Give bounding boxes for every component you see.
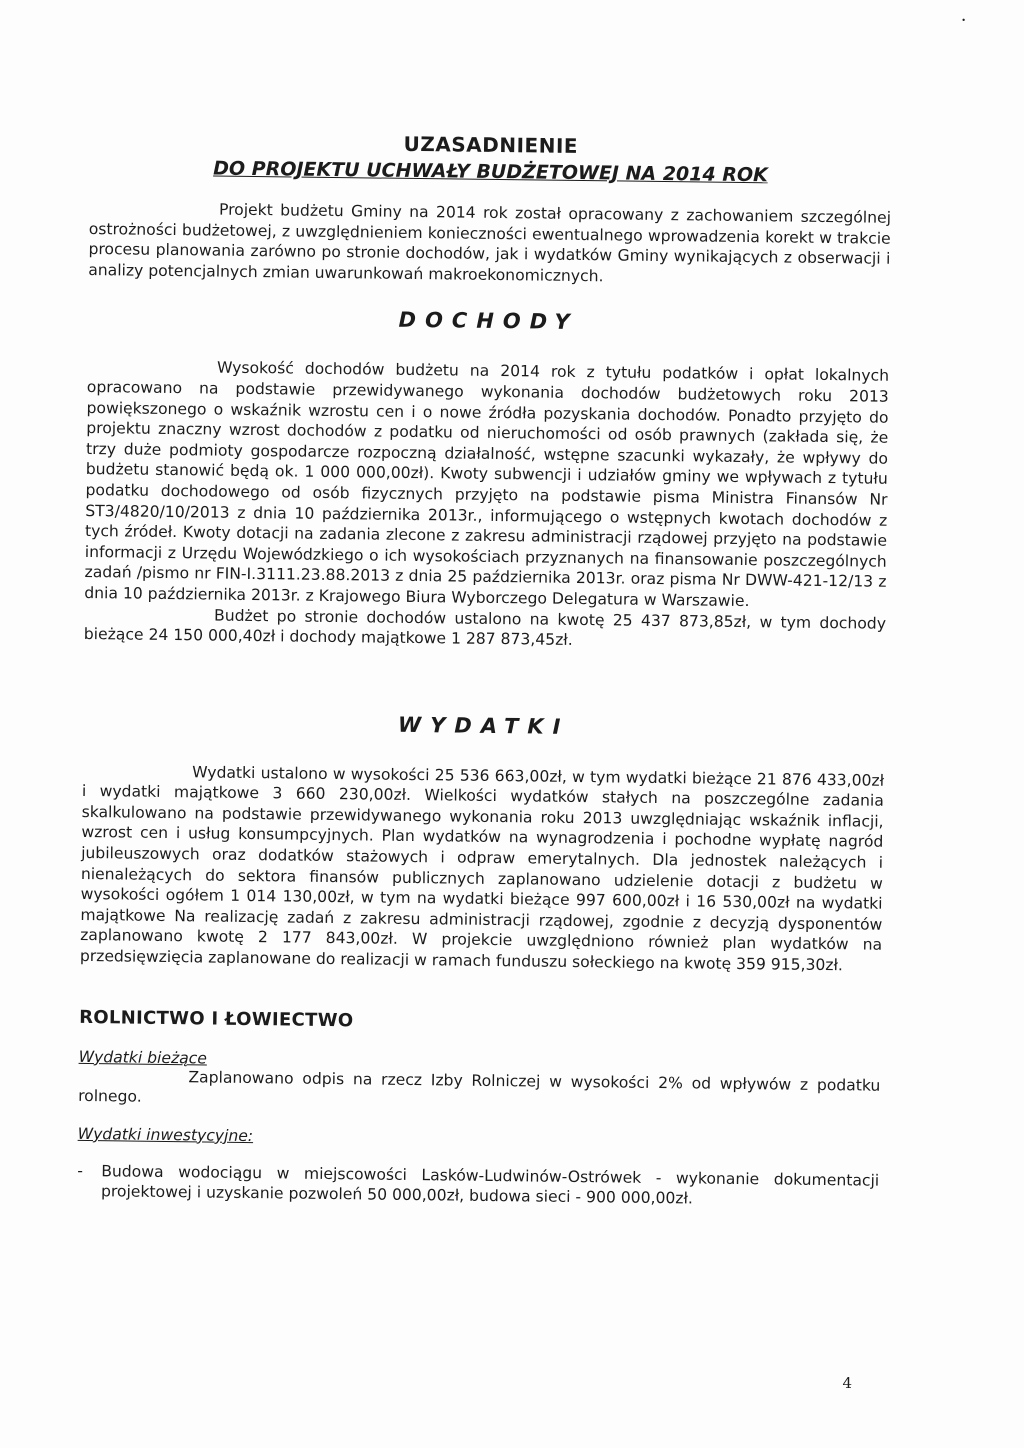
document-subtitle: DO PROJEKTU UCHWAŁY BUDŻETOWEJ NA 2014 ROK (213, 157, 768, 187)
current-expenses-label: Wydatki bieżące (78, 1047, 208, 1068)
current-expenses-text: Zaplanowano odpis na rzecz Izby Rolniczej w wysokości 2% od wpływów z podatku rolnego. (78, 1067, 881, 1106)
agriculture-heading: ROLNICTWO I ŁOWIECTWO (79, 1006, 354, 1031)
document-title: UZASADNIENIE (403, 131, 579, 158)
income-heading: DOCHODY (398, 308, 579, 335)
investment-list-item (77, 1161, 879, 1212)
document-body (77, 128, 892, 1212)
investment-expenses-label: Wydatki inwestycyjne: (77, 1124, 254, 1145)
corner-mark: • (961, 16, 966, 25)
investment-item-text: Budowa wodociągu w miejscowości Lasków-Ludwinów-Ostrówek - wykonanie dokumentacji projektowej i uzyskanie pozwoleń 50 000,00zł, budowa sieci - 900 000,00zł. (100, 1162, 880, 1208)
page-number: 4 (842, 1374, 852, 1392)
expenses-heading: WYDATKI (397, 712, 570, 739)
intro-paragraph: Projekt budżetu Gminy na 2014 rok został opracowany z zachowaniem szczególnej ostrożności budżetowej, z uwzględnieniem konieczności ewentualnego wprowadzenia korekt w trakcie procesu planowania zarówno po stronie dochodów, jak i wydatków Gminy wynikających z obserwacji i analizy potencjalnych zmian uwarunkowań makroekonomicznych. (88, 200, 892, 286)
bullet-dash: - (77, 1161, 84, 1180)
expenses-paragraph: Wydatki ustalono w wysokości 25 536 663,00zł, w tym wydatki bieżące 21 876 433,00zł i wydatki majątkowe 3 660 230,00zł. Wielkości wydatków stałych na poszczególne zadania skalkulowano na podstawie przewidywanego wykonania roku 2013 uwzględniając wskaźnik inflacji, wzrost cen i usług konsumpcyjnych. Plan wydatków na wynagrodzenia i pochodne wypłatę nagród jubileuszowych oraz dodatków stażowych i odpraw emerytalnych. Dla jednostek należących i nienależących do sektora finansów publicznych zaplanowano udzielenie dotacji z budżetu w wysokości ogółem 1 014 130,00zł, w tym na wydatki bieżące 997 600,00zł i 16 530,00zł na wydatki majątkowe Na realizację zadań z zakresu administracji rządowej, zgodnie z decyzją dysponentów zaplanowano kwotę 2 177 843,00zł. W projekcie uwzględniono również plan wydatków na przedsięwzięcia zaplanowane do realizacji w ramach funduszu sołeckiego na kwotę 359 915,30zł. (79, 762, 885, 975)
income-paragraph-1: Wysokość dochodów budżetu na 2014 rok z tytułu podatków i opłat lokalnych opracowano na podstawie przewidywanego wykonania dochodów budżetowych roku 2013 powiększonego o wskaźnik wzrostu cen i o nowe źródła pozyskania dochodów. Ponadto przyjęto do projektu znaczny wzrost dochodów z podatku od nieruchomości od osób prawnych (zakłada się, że trzy duże podmioty gospodarcze rozpoczną działalność, wstępne szacunki wykazały, że wpływy do budżetu stanowić będą ok. 1 000 000,00zł). Kwoty subwencji i udziałów gminy we wpływach z tytułu podatku dochodowego od osób fizycznych przyjęto na podstawie pisma Ministra Finansów Nr ST3/4820/10/2013 z dnia 10 października 2013r., informującego o wstępnych kwotach dochodów z tych źródeł. Kwoty dotacji na zadania zlecone z zakresu administracji rządowej przyjęto na podstawie informacji z Urzędu Wojewódzkiego o ich wysokościach przyznanych na finansowanie poszczególnych zadań /pismo nr FIN-I.3111.23.88.2013 z dnia 25 października 2013r. oraz pisma Nr DWW-421-12/13 z dnia 10 października 2013r. z Krajowego Biura Wyborczego Delegatura w Warszawie. (84, 358, 890, 610)
income-paragraph-2: Budżet po stronie dochodów ustalono na kwotę 25 437 873,85zł, w tym dochody bieżące 24 150 000,40zł i dochody majątkowe 1 287 873,45zł. (83, 606, 887, 650)
